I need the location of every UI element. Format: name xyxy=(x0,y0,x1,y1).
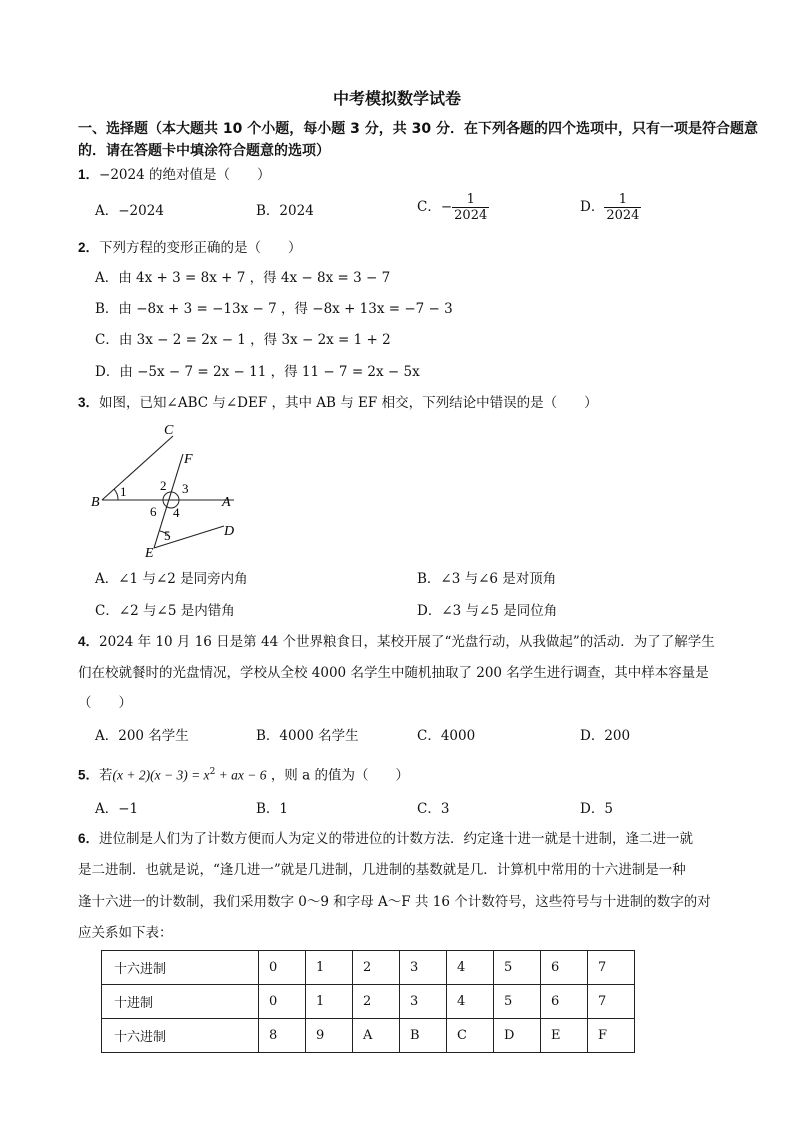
table-row xyxy=(102,985,635,1019)
question-5 xyxy=(78,762,409,786)
denominator: 2024 xyxy=(606,208,640,223)
denominator: 2024 xyxy=(454,208,488,223)
option-a: A．−1 xyxy=(95,801,139,817)
table-row xyxy=(102,951,635,985)
table-cell: 4 xyxy=(447,985,494,1019)
label-F: F xyxy=(184,452,193,467)
label-D: D xyxy=(224,524,235,539)
table-cell: A xyxy=(353,1019,400,1053)
table-cell: F xyxy=(588,1019,635,1053)
label-B: B xyxy=(91,495,100,510)
table-row xyxy=(102,1019,635,1053)
question-stem: 如图，已知∠ABC 与∠DEF ，其中 AB 与 EF 相交，下列结论中错误的是（ ） xyxy=(99,395,598,411)
table-cell: E xyxy=(541,1019,588,1053)
option-a: A．∠1 与∠2 是同旁内角 xyxy=(95,571,248,587)
angle-6: 6 xyxy=(150,504,157,519)
table-cell: C xyxy=(447,1019,494,1053)
question-4-line-1 xyxy=(78,632,715,652)
math-expression: (x + 2)(x − 3) = x xyxy=(112,767,210,783)
geometry-figure xyxy=(88,418,248,563)
question-text: 若 xyxy=(99,767,113,784)
fraction xyxy=(452,192,489,223)
table-cell: 7 xyxy=(588,985,635,1019)
angle-1: 1 xyxy=(120,484,127,499)
table-cell: 9 xyxy=(306,1019,353,1053)
math-expression: + ax − 6 xyxy=(215,767,267,783)
table-cell: 2 xyxy=(353,985,400,1019)
question-number: 4． xyxy=(78,634,100,649)
table-cell: 7 xyxy=(588,951,635,985)
question-4-line-3: （ ） xyxy=(78,695,132,711)
table-cell: 3 xyxy=(400,985,447,1019)
table-cell: 十六进制 xyxy=(102,951,259,985)
question-2 xyxy=(78,238,302,258)
option-c xyxy=(417,192,489,223)
option-d: D．∠3 与∠5 是同位角 xyxy=(417,603,558,619)
angle-5: 5 xyxy=(164,528,171,543)
option-c: C．3 xyxy=(417,801,450,817)
option-c: C．由 3x − 2 = 2x − 1 ，得 3x − 2x = 1 + 2 xyxy=(95,332,391,348)
question-3 xyxy=(78,393,598,413)
question-6-line-1 xyxy=(78,829,693,849)
label-E: E xyxy=(145,546,154,561)
question-6-line-3: 逢十六进一的计数制，我们采用数字 0～9 和字母 A～F 共 16 个计数符号，这些符号与十进制的数字的对 xyxy=(78,894,711,910)
option-b: B．4000 名学生 xyxy=(256,728,359,744)
hex-decimal-table xyxy=(101,950,635,1053)
exponent: 2 xyxy=(209,767,216,777)
table-cell: 5 xyxy=(494,985,541,1019)
numerator: 1 xyxy=(466,192,475,207)
option-d xyxy=(580,192,641,223)
option-a: A．−2024 xyxy=(95,203,164,219)
table-body xyxy=(102,951,635,1053)
table-cell: B xyxy=(400,1019,447,1053)
table-cell: 0 xyxy=(259,985,306,1019)
page-title: 中考模拟数学试卷 xyxy=(332,89,461,108)
question-stem: 下列方程的变形正确的是（ ） xyxy=(99,240,302,256)
option-label: C． xyxy=(417,199,441,215)
table-cell: 6 xyxy=(541,951,588,985)
table-cell: 十进制 xyxy=(102,985,259,1019)
table-cell: 5 xyxy=(494,951,541,985)
question-text: 进位制是人们为了计数方便而人为定义的带进位的计数方法．约定逢十进一就是十进制，逢二进一就 xyxy=(99,831,694,847)
option-d: D．200 xyxy=(580,728,631,744)
table-cell: 十六进制 xyxy=(102,1019,259,1053)
table-cell: 3 xyxy=(400,951,447,985)
option-c: C．4000 xyxy=(417,728,476,744)
label-C: C xyxy=(164,423,174,438)
question-number: 2． xyxy=(78,240,100,255)
table-cell: 8 xyxy=(259,1019,306,1053)
option-a: A．由 4x + 3 = 8x + 7 ，得 4x − 8x = 3 − 7 xyxy=(95,270,391,286)
table-cell: D xyxy=(494,1019,541,1053)
option-c: C．∠2 与∠5 是内错角 xyxy=(95,603,235,619)
table-cell: 1 xyxy=(306,985,353,1019)
option-b: B．由 −8x + 3 = −13x − 7 ，得 −8x + 13x = −7 − 3 xyxy=(95,301,453,317)
question-stem: −2024 的绝对值是（ ） xyxy=(99,167,271,183)
table-cell: 0 xyxy=(259,951,306,985)
numerator: 1 xyxy=(618,192,628,207)
question-number: 1． xyxy=(78,167,100,182)
option-b: B．∠3 与∠6 是对顶角 xyxy=(417,571,557,587)
option-d: D．由 −5x − 7 = 2x − 11 ，得 11 − 7 = 2x − 5x xyxy=(95,364,420,380)
question-text: 2024 年 10 月 16 日是第 44 个世界粮食日，某校开展了“光盘行动，从我做起”的活动．为了了解学生 xyxy=(99,634,715,650)
angle-4: 4 xyxy=(173,505,180,520)
angle-2: 2 xyxy=(160,478,167,493)
question-number: 5． xyxy=(78,767,100,783)
option-b: B．2024 xyxy=(256,203,314,219)
option-a: A．200 名学生 xyxy=(95,728,189,744)
question-text: ，则 a 的值为（ ） xyxy=(270,767,409,784)
angle-3: 3 xyxy=(182,481,189,496)
fraction xyxy=(604,192,641,223)
option-b: B．1 xyxy=(256,801,289,817)
table-cell: 2 xyxy=(353,951,400,985)
question-6-line-2: 是二进制．也就是说，“逢几进一”就是几进制，几进制的基数就是几．计算机中常用的十六进制是一种 xyxy=(78,862,686,878)
question-number: 6． xyxy=(78,831,100,846)
option-label: D． xyxy=(580,199,605,215)
option-d: D．5 xyxy=(580,801,613,817)
table-cell: 6 xyxy=(541,985,588,1019)
question-number: 3． xyxy=(78,395,100,410)
question-4-line-2: 们在校就餐时的光盘情况，学校从全校 4000 名学生中随机抽取了 200 名学生进行调查，其中样本容量是 xyxy=(78,665,709,681)
section-heading: 一、选择题（本大题共 10 个小题，每小题 3 分，共 30 分．在下列各题的四个选项中，只有一项是符合题意的．请在答题卡中填涂符合题意的选项） xyxy=(78,121,758,159)
question-1 xyxy=(78,165,270,185)
table-cell: 4 xyxy=(447,951,494,985)
label-A: A xyxy=(222,495,231,510)
question-6-line-4: 应关系如下表： xyxy=(78,925,173,941)
minus-sign: − xyxy=(440,199,453,215)
table-cell: 1 xyxy=(306,951,353,985)
